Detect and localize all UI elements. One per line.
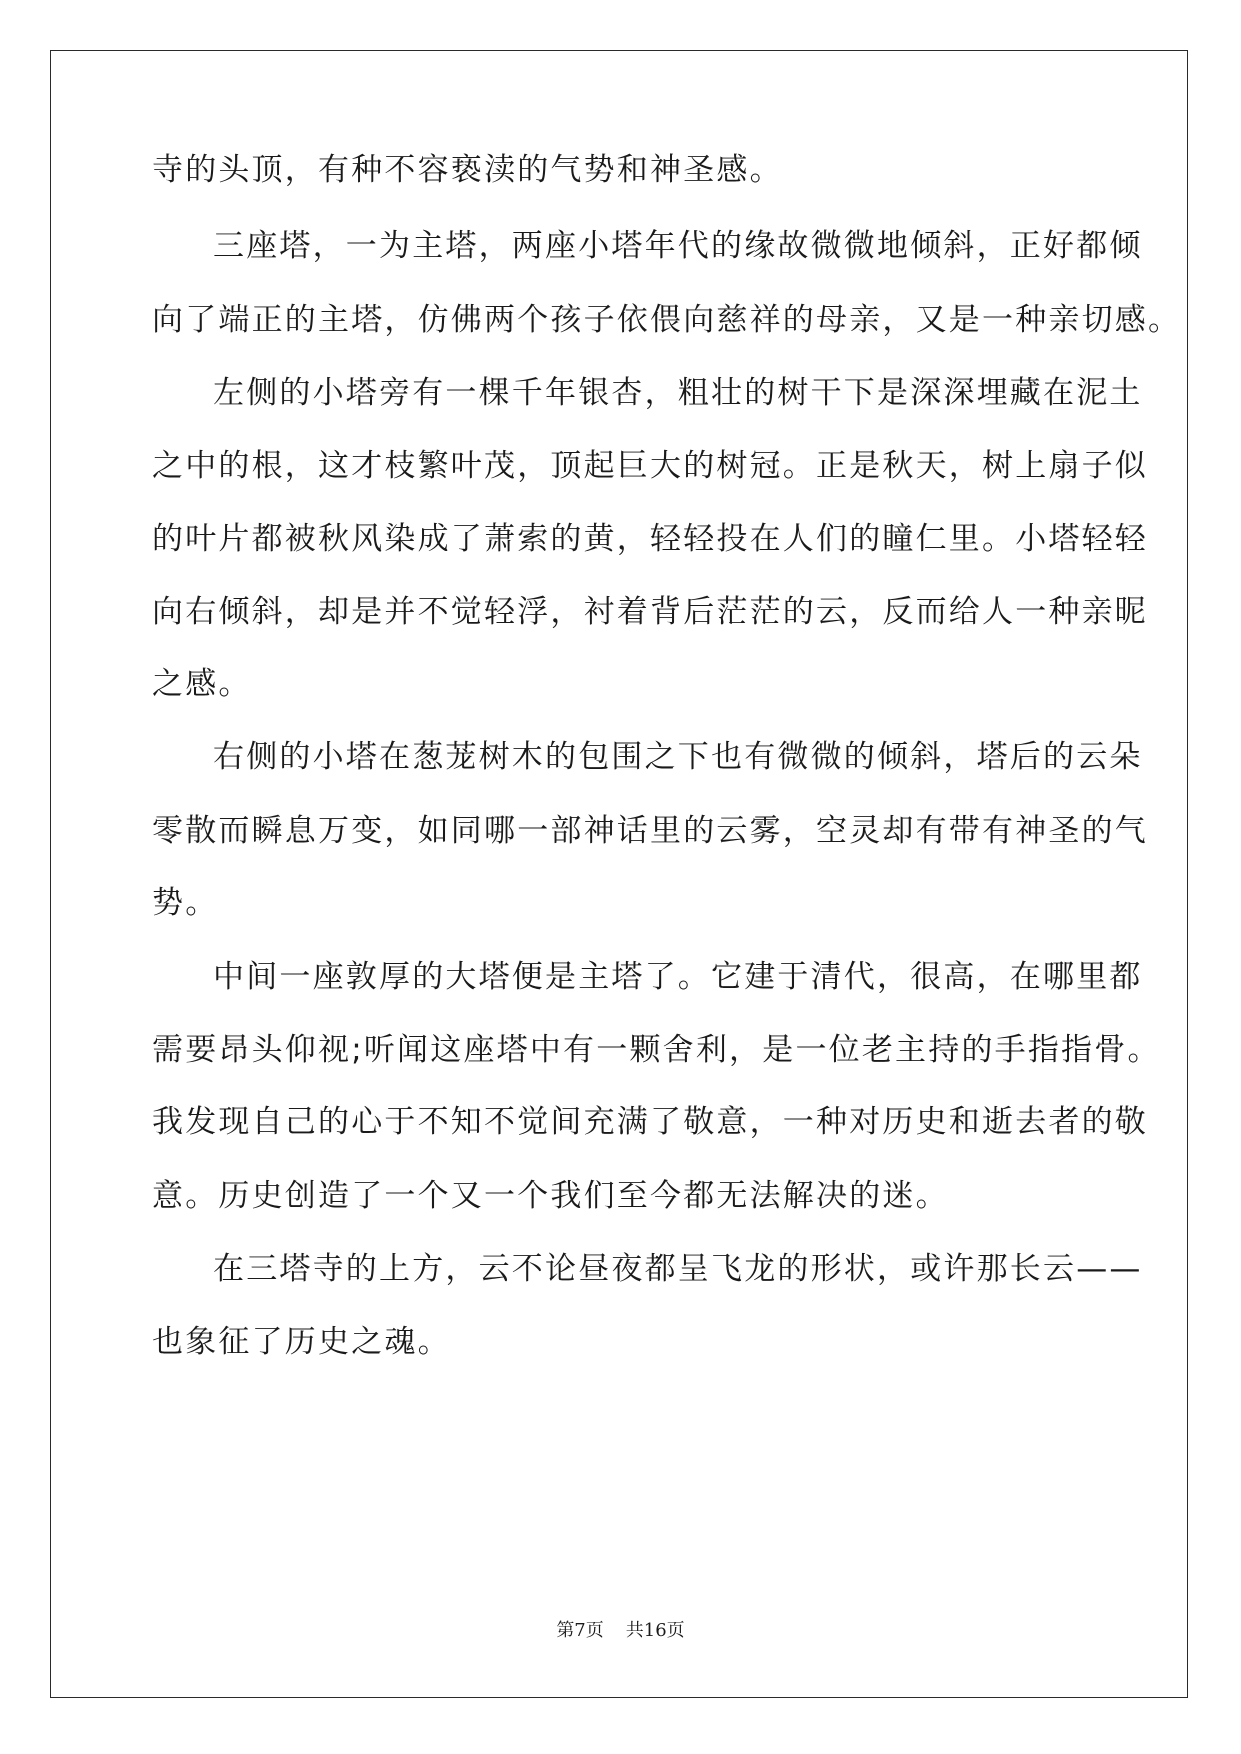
text-line: 在三塔寺的上方，云不论昼夜都呈飞龙的形状，或许那长云—— bbox=[213, 1251, 1143, 1287]
text-line: 右侧的小塔在葱茏树木的包围之下也有微微的倾斜，塔后的云朵 bbox=[213, 739, 1143, 775]
page-number: 第7页 bbox=[556, 1620, 604, 1641]
text-line: 之感。 bbox=[152, 666, 252, 702]
text-line: 向了端正的主塔，仿佛两个孩子依偎向慈祥的母亲，又是一种亲切感。 bbox=[152, 302, 1182, 338]
text-line: 左侧的小塔旁有一棵千年银杏，粗壮的树干下是深深埋藏在泥土 bbox=[213, 375, 1143, 411]
text-line: 向右倾斜，却是并不觉轻浮，衬着背后茫茫的云，反而给人一种亲昵 bbox=[152, 594, 1148, 630]
page-border bbox=[50, 50, 1188, 1698]
page-footer bbox=[0, 1619, 1241, 1643]
text-line: 寺的头顶，有种不容亵渎的气势和神圣感。 bbox=[152, 152, 783, 188]
text-line: 需要昂头仰视;听闻这座塔中有一颗舍利，是一位老主持的手指指骨。 bbox=[152, 1032, 1161, 1068]
text-line: 我发现自己的心于不知不觉间充满了敬意，一种对历史和逝去者的敬 bbox=[152, 1104, 1148, 1140]
text-line: 意。历史创造了一个又一个我们至今都无法解决的迷。 bbox=[152, 1178, 949, 1214]
page-total: 共16页 bbox=[625, 1620, 685, 1641]
text-line: 也象征了历史之魂。 bbox=[152, 1324, 451, 1360]
text-line: 势。 bbox=[152, 885, 219, 921]
text-line: 的叶片都被秋风染成了萧索的黄，轻轻投在人们的瞳仁里。小塔轻轻 bbox=[152, 521, 1148, 557]
text-line: 中间一座敦厚的大塔便是主塔了。它建于清代，很高，在哪里都 bbox=[213, 959, 1143, 995]
text-line: 之中的根，这才枝繁叶茂，顶起巨大的树冠。正是秋天，树上扇子似 bbox=[152, 448, 1148, 484]
text-line: 三座塔，一为主塔，两座小塔年代的缘故微微地倾斜，正好都倾 bbox=[213, 228, 1143, 264]
text-line: 零散而瞬息万变，如同哪一部神话里的云雾，空灵却有带有神圣的气 bbox=[152, 813, 1148, 849]
